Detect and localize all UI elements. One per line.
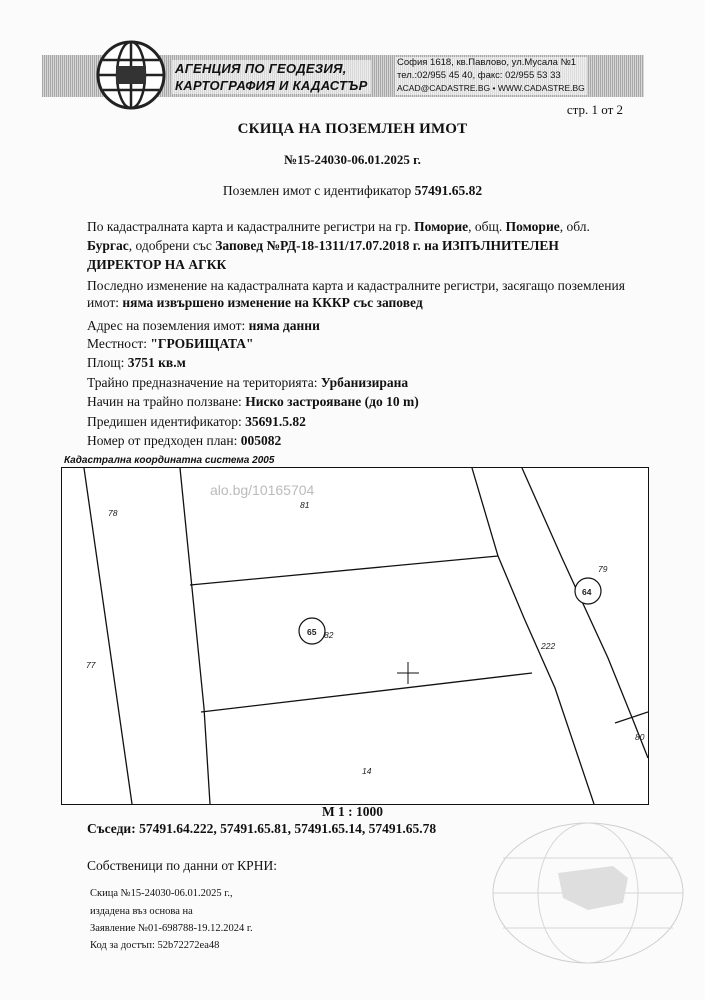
locality-label: Местност:	[87, 336, 147, 351]
label-78: 78	[108, 508, 118, 518]
prev-plan-label: Номер от предходен план:	[87, 433, 238, 448]
coordinate-system-label: Кадастрална координатна система 2005	[64, 455, 275, 466]
globe-watermark-icon	[488, 818, 688, 968]
property-identifier-line	[0, 183, 705, 199]
text: , одобрени със	[128, 238, 212, 253]
area-label: Площ:	[87, 355, 125, 370]
boundary-line	[522, 468, 648, 758]
text: имот:	[87, 295, 119, 310]
usage-label: Начин на трайно ползване:	[87, 394, 242, 409]
order: Заповед №РД-18-1311/17.07.2018 г. на ИЗПЪЛНИТЕЛЕН	[215, 238, 559, 253]
area-row	[87, 353, 186, 372]
region: Бургас	[87, 238, 129, 253]
agency-line1: АГЕНЦИЯ ПО ГЕОДЕЗИЯ,	[175, 61, 347, 76]
page-number: стр. 1 от 2	[566, 102, 623, 117]
text: По кадастралната карта и кадастралните регистри на гр.	[87, 219, 411, 234]
neighbors-label: Съседи:	[87, 821, 136, 836]
prev-id-label: Предишен идентификатор:	[87, 414, 242, 429]
identifier-value: 57491.65.82	[414, 183, 483, 198]
prev-plan-row	[87, 431, 281, 450]
agency-phone: тел.:02/955 45 40, факс: 02/955 53 33	[397, 69, 561, 81]
purpose-value: Урбанизирана	[320, 375, 409, 390]
change-status: няма извършено изменение на КККР със заповед	[122, 295, 423, 310]
owners-label: Собственици по данни от КРНИ:	[87, 858, 277, 873]
purpose-label: Трайно предназначение на територията:	[87, 375, 318, 390]
agency-address: София 1618, кв.Павлово, ул.Мусала №1	[397, 57, 577, 68]
boundary-line	[472, 468, 594, 804]
address-label: Адрес на поземления имот:	[87, 318, 246, 333]
body-line-2	[87, 236, 559, 255]
boundary-line	[180, 468, 210, 804]
address-value: няма данни	[248, 318, 320, 333]
document-number: №15-24030-06.01.2025 г.	[284, 152, 421, 167]
footer-line-1: Скица №15-24030-06.01.2025 г.,	[90, 888, 233, 899]
neighbors-value: 57491.64.222, 57491.65.81, 57491.65.14, 57491.65.78	[139, 821, 437, 836]
usage-value: Ниско застрояване (до 10 m)	[245, 394, 419, 409]
access-code-value: 52b72272ea48	[157, 940, 220, 951]
watermark: alo.bg/10165704	[210, 482, 315, 498]
authority: ДИРЕКТОР НА АГКК	[87, 257, 227, 272]
prev-id-row	[87, 412, 306, 431]
boundary-line	[615, 712, 648, 723]
area-value: 3751 кв.м	[127, 355, 186, 370]
label-14: 14	[362, 766, 372, 776]
label-82: 82	[324, 630, 334, 640]
footer-line-3: Заявление №01-698788-19.12.2024 г.	[90, 923, 253, 934]
cadastral-map	[61, 467, 649, 805]
label-64: 64	[582, 587, 592, 597]
agency-logo-icon	[94, 38, 168, 112]
agency-contacts	[395, 57, 587, 95]
prev-id-value: 35691.5.82	[245, 414, 306, 429]
document-title: СКИЦА НА ПОЗЕМЛЕН ИМОТ	[237, 121, 468, 137]
agency-line2: КАРТОГРАФИЯ И КАДАСТЪР	[175, 78, 368, 93]
purpose-row	[87, 373, 408, 392]
footer-line-4	[90, 940, 219, 951]
label-79: 79	[598, 564, 608, 574]
footer-line-2: издадена въз основа на	[90, 906, 193, 917]
usage-row	[87, 392, 419, 411]
boundary-line	[190, 556, 498, 585]
text: , обл.	[559, 219, 590, 234]
body-line-3	[87, 255, 226, 274]
label-222: 222	[541, 641, 556, 651]
prev-plan-value: 005082	[240, 433, 282, 448]
crosshair-icon	[397, 662, 419, 684]
locality-value: "ГРОБИЩАТА"	[150, 336, 254, 351]
identifier-prefix: Поземлен имот с идентификатор	[222, 183, 412, 198]
map-scale: М 1 : 1000	[321, 804, 384, 819]
agency-name	[172, 60, 371, 94]
municipality: Поморие	[505, 219, 560, 234]
text: , общ.	[468, 219, 503, 234]
neighbors-row	[87, 821, 436, 837]
label-81: 81	[300, 500, 310, 510]
label-80: 80	[635, 732, 645, 742]
body-line-4: Последно изменение на кадастралната карта и кадастралните регистри, засягащо поземления	[87, 278, 625, 293]
boundary-line	[201, 673, 532, 712]
locality-row	[87, 334, 254, 353]
boundary-line	[84, 468, 132, 804]
town: Поморие	[414, 219, 469, 234]
body-line-1	[87, 217, 590, 236]
address-row	[87, 316, 320, 335]
label-77: 77	[86, 660, 96, 670]
label-65: 65	[307, 627, 317, 637]
body-line-5	[87, 293, 423, 312]
cadastral-map-drawing	[62, 468, 648, 804]
access-code-label: Код за достъп:	[90, 940, 155, 951]
agency-web: ACAD@CADASTRE.BG • WWW.CADASTRE.BG	[397, 83, 585, 93]
